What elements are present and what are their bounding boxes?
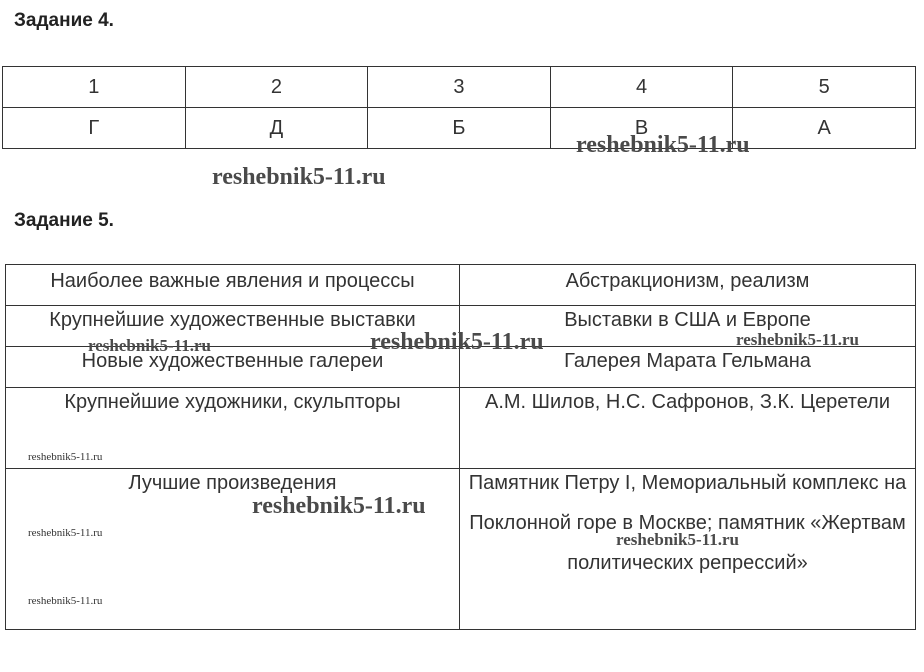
header-cell-3: 3 [368, 67, 551, 108]
watermark: reshebnik5-11.ru [252, 493, 426, 519]
answer-cell-2: Д [185, 108, 368, 149]
table-row [3, 67, 916, 108]
row-label-text: Новые художественные галереи [81, 350, 384, 372]
answer-cell-4: В [550, 108, 733, 149]
watermark: reshebnik5-11.ru [616, 530, 739, 549]
answer-cell-5: А [733, 108, 916, 149]
header-cell-1: 1 [3, 67, 186, 108]
row-value-text: Абстракционизм, реализм [565, 270, 810, 292]
row-label-text: Крупнейшие художники, скульпторы [64, 391, 401, 413]
row-label-text: Лучшие произведения [128, 472, 337, 494]
answer-cell-3: Б [368, 108, 551, 149]
table-row [3, 108, 916, 149]
row-label-text: Наиболее важные явления и процессы [50, 270, 415, 292]
row-label-text: Крупнейшие художественные выставки [49, 309, 416, 331]
row-value-text: Выставки в США и Европе [564, 309, 811, 331]
watermark: reshebnik5-11.ru [28, 451, 103, 463]
watermark: reshebnik5-11.ru [88, 336, 211, 355]
row-value-text: Памятник Петру I, Мемориальный комплекс на Поклонной горе в Москве; памятник «Жертвам политических репрессий» [468, 472, 907, 574]
watermark: reshebnik5-11.ru [28, 595, 103, 607]
row-value [460, 388, 916, 469]
row-value-text: А.М. Шилов, Н.С. Сафронов, З.К. Церетели [484, 391, 891, 413]
watermark: reshebnik5-11.ru [736, 330, 859, 349]
header-cell-2: 2 [185, 67, 368, 108]
row-value-text: Галерея Марата Гельмана [564, 350, 811, 372]
watermark: reshebnik5-11.ru [212, 164, 386, 190]
task4-title: Задание 4. [14, 10, 114, 31]
watermark: reshebnik5-11.ru [370, 329, 544, 355]
answer-cell-1: Г [3, 108, 186, 149]
table-row [6, 388, 916, 469]
header-cell-4: 4 [550, 67, 733, 108]
watermark: reshebnik5-11.ru [28, 527, 103, 539]
watermark: reshebnik5-11.ru [576, 132, 750, 158]
task4-answer-table [2, 66, 916, 149]
header-cell-5: 5 [733, 67, 916, 108]
task5-table [5, 264, 916, 630]
task5-title: Задание 5. [14, 210, 114, 231]
table-row [6, 469, 916, 630]
